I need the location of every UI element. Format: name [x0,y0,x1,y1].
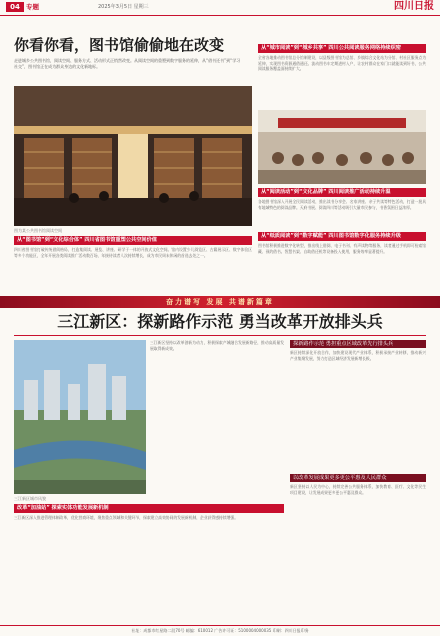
bottom-section2-text: 新区持续深化开放合作，加快建设现代产业体系，积极承接产业转移，推动新兴产业集聚发展，努力打造区域经济发展新增长极。 [290,350,426,361]
sanjiang-photo [14,340,146,494]
footer: 社址：成都市红星路二段70号 邮编：610012 广告许可证：5100004000035 印刷：四川日报印务 [0,625,440,636]
bottom-section3-text: 新区坚持以人民为中心，持续完善公共服务体系，加快教育、医疗、文化等民生项目建设，让发展成果更多更公平惠及群众。 [290,484,426,495]
bottom-headline: 三江新区：探新路作示范 勇当改革开放排头兵 [57,312,383,331]
section1-title: 从“图书馆”到“文化综合体” 四川省图书馆重塑公共空间价值 [14,236,252,245]
top-intro: 走进城乡公共图书馆，阅读空间、服务方式、活动形式正悄然改变。从阅读空间的重塑到数字服务的延伸，从“借书还书”到“学习社交”，图书馆正在成为群众身边的文化新地标。 [14,58,241,69]
bottom-section2-title: 探新路作示范 勇担重点区域改革先行排头兵 [290,340,426,348]
divider [14,335,426,336]
top-photo-caption: 图为某公共图书馆阅读空间 [14,228,62,233]
masthead [0,0,440,16]
issue-date: 2025年3月5日 星期三 [98,4,149,10]
section-label: 专题 [26,3,39,11]
bottom-lead: 三江新区坚持以改革创新为动力，积极探索产城融合发展新路径，推动高质量发展取得新成效。 [150,340,284,351]
feature-banner: 奋力谱写 发展 共谱新篇章 [0,296,440,308]
bottom-photo-caption: 三江新区城市风貌 [14,496,46,501]
top-headline: 你看你看，图书馆偷偷地在改变 [14,36,225,54]
reading-event-photo [258,110,426,184]
section4-text: 图书馆积极推进数字化转型，推出线上借阅、电子书刊、有声读物等服务，读者通过手机即可检索馆藏、预约借书。智慧书架、自助借还机等设备投入使用，服务效率显著提升。 [258,243,426,254]
section3-title: 从“阅读活动”到“文化品牌” 四川阅读推广活动持续升温 [258,188,426,197]
bottom-section1-text: 三江新区深入推进管理体制改革，优化营商环境，聚焦重点领域和关键环节，探索建立高效协同的发展新机制，企业获得感持续增强。 [14,515,239,520]
section3-text: 各地图书馆深入开展全民阅读活动，推出读书分享会、名家讲座、亲子共读等特色活动，打造一批具有地域特色的阅读品牌。天府书展、阅读四川等活动吸引大量市民参与，书香氛围日益浓厚。 [258,199,426,210]
section2-text: 全省各地推动图书馆总分馆制建设，以县级图书馆为总馆、乡镇综合文化站为分馆、村社区服务点为延伸，实现图书资源通借通还。流动图书车定期进村入户，让农村群众在家门口就能读到好书，公共阅读服务覆盖面持续扩大。 [258,55,426,72]
section1-text: 四川省图书馆打破传统借阅格局，打造集阅读、展览、讲座、研学于一体的开放式文化空间。馆内设置少儿阅览区、古籍展示区、数字体验区等多个功能区，全年开展各类阅读推广活动数百场，年接待读者人次持续增长，成为市民周末休闲的首选去处之一。 [14,247,252,258]
library-photo [14,86,252,226]
bottom-section1-title: 改革“加油站” 探索实体功能发展新机制 [14,504,284,513]
newspaper-logo: 四川日报 [394,1,434,12]
page-number: 04 [6,2,24,12]
section4-title: 从“纸质阅读”到“数字赋能” 四川图书馆数字化服务持续升级 [258,232,426,241]
section2-title: 从“城市阅读”到“城乡共享” 四川公共阅读服务网络持续织密 [258,44,426,53]
bottom-section3-title: 以改革发展成果更多更公平惠及人民群众 [290,474,426,482]
